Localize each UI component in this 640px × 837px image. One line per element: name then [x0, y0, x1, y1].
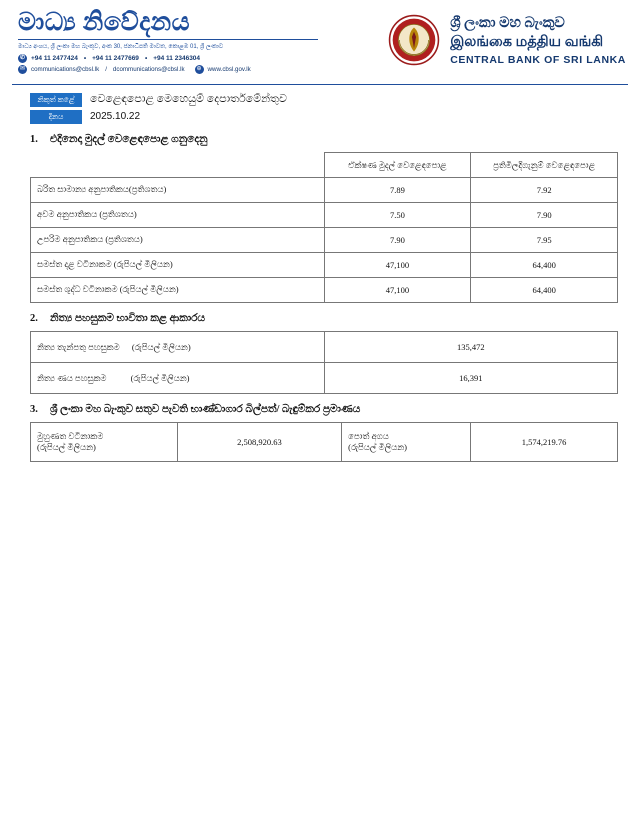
book-value-text: පොත් අගය	[348, 430, 389, 441]
deposit-facility-text: නිත්‍ය තැන්පතු පහසුකම	[37, 341, 120, 352]
mail-icon: ✉	[19, 66, 26, 73]
globe-icon: ⊕	[196, 66, 202, 73]
money-market-table	[30, 152, 618, 303]
row-value-max-call: 7.90	[324, 227, 471, 252]
face-value-text: මුහුණත වටිනාකම	[37, 430, 104, 441]
section-2-heading	[30, 313, 618, 325]
email-2[interactable]: dcommunications@cbsl.lk	[112, 65, 185, 73]
row-value-face-value: 2,508,920.63	[177, 422, 341, 461]
section-2-number: 2.	[30, 312, 38, 324]
date-tag: දිනය	[30, 110, 82, 124]
row-value-gross-repo: 64,400	[471, 252, 618, 277]
face-value-unit: (රුපියල් මිලියන)	[37, 441, 96, 452]
col-head-blank	[31, 152, 325, 177]
phone-contact-row	[18, 54, 338, 63]
row-value-min-call: 7.50	[324, 202, 471, 227]
bank-identity-block	[338, 10, 626, 66]
row-label-book-value	[342, 422, 471, 461]
section-3-number: 3.	[30, 403, 38, 415]
table-row	[31, 252, 618, 277]
section-1	[0, 134, 640, 303]
row-label-wavg: බරිත සාමාන්‍ය අනුපාතිකය(ප්‍රතිශතය)	[31, 177, 325, 202]
section-2-title: නිත්‍ය පහසුකම භාවිතා කළ ආකාරය	[50, 312, 206, 324]
row-value-net-repo: 64,400	[471, 277, 618, 302]
website-link[interactable]: www.cbsl.gov.lk	[207, 65, 251, 73]
section-3	[0, 404, 640, 462]
header-divider-left	[18, 39, 318, 40]
section-1-number: 1.	[30, 133, 38, 145]
document-header	[0, 0, 640, 80]
row-label-deposit-facility	[31, 331, 325, 362]
phone-3: +94 11 2346304	[153, 54, 201, 62]
treasury-holdings-table	[30, 422, 618, 462]
table-row	[31, 227, 618, 252]
email-separator: /	[105, 65, 107, 73]
media-division-address: මාධ්‍ය අංශය, ශ්‍රී ලංකා මහ බැංකුව, අංක 30, ජනාධිපති මාවත, කොළඹ 01, ශ්‍රී ලංකාව	[18, 44, 224, 51]
central-bank-crest-icon	[388, 14, 440, 66]
date-row	[30, 110, 606, 124]
phone-1: +94 11 2477424	[31, 54, 78, 62]
document-meta	[30, 93, 606, 124]
row-value-gross-call: 47,100	[324, 252, 471, 277]
row-value-min-repo: 7.90	[471, 202, 618, 227]
media-release-title: මාධ්‍ය නිවේදනය	[18, 9, 191, 36]
row-value-max-repo: 7.95	[471, 227, 618, 252]
row-label-net: සමස්ත ශුද්ධ වටිනාකම (රුපියල් මිලියන)	[31, 277, 325, 302]
issuer-row	[30, 93, 606, 107]
row-label-max: උපරිම අනුපාතිකය (ප්‍රතිශතය)	[31, 227, 325, 252]
phone-icon: ✆	[19, 55, 26, 62]
section-2	[0, 313, 640, 394]
row-label-min: අවම අනුපාතිකය (ප්‍රතිශතය)	[31, 202, 325, 227]
email-contact-row	[18, 65, 338, 74]
row-value-deposit-facility: 135,472	[324, 331, 618, 362]
col-head-repo-market: ප්‍රතිමිලදිගැනුම් වෙළෙඳපොළ	[471, 152, 618, 177]
section-1-heading	[30, 134, 618, 146]
bank-name-tamil: இலங்கை மத்திய வங்கி	[450, 34, 604, 50]
header-divider	[12, 84, 628, 85]
issuer-tag: නිකුත් කළේ	[30, 93, 82, 107]
deposit-facility-unit: (රුපියල් මිලියන)	[131, 341, 191, 352]
row-value-wavg-call: 7.89	[324, 177, 471, 202]
section-1-title: එදිනෙදා මුදල් වෙළෙඳපොළ ගනුදෙනු	[50, 133, 208, 145]
book-value-unit: (රුපියල් මිලියන)	[348, 441, 407, 452]
section-3-heading	[30, 404, 618, 416]
table-row	[31, 362, 618, 393]
bank-name-group	[450, 14, 626, 65]
row-value-net-call: 47,100	[324, 277, 471, 302]
table-row	[31, 331, 618, 362]
lending-facility-text: නිත්‍ය ණය පහසුකම	[37, 372, 107, 383]
row-value-wavg-repo: 7.92	[471, 177, 618, 202]
table-row	[31, 277, 618, 302]
bank-name-english: CENTRAL BANK OF SRI LANKA	[450, 53, 626, 66]
col-head-call-market: ඒක්ෂණ මුදල් වෙළෙඳපොළ	[324, 152, 471, 177]
table-row	[31, 202, 618, 227]
issuer-value: වෙළෙඳපොළ මෙහෙයුම් දෙපාර්තමේන්තුව	[90, 93, 287, 106]
table-row	[31, 177, 618, 202]
phone-separator-2: •	[144, 54, 148, 62]
table-header-row	[31, 152, 618, 177]
row-value-lending-facility: 16,391	[324, 362, 618, 393]
email-1[interactable]: communications@cbsl.lk	[31, 65, 100, 73]
row-label-face-value	[31, 422, 178, 461]
phone-2: +94 11 2477669	[92, 54, 139, 62]
date-value: 2025.10.22	[90, 111, 141, 123]
row-value-book-value: 1,574,219.76	[471, 422, 618, 461]
lending-facility-unit: (රුපියල් මිලියන)	[130, 372, 190, 383]
phone-separator-1: •	[83, 54, 87, 62]
standing-facilities-table	[30, 331, 618, 394]
row-label-lending-facility	[31, 362, 325, 393]
table-row	[31, 422, 618, 461]
bank-name-sinhala: ශ්‍රී ලංකා මහ බැංකුව	[450, 15, 565, 32]
section-3-title: ශ්‍රී ලංකා මහ බැංකුව සතුව පැවති භාණ්ඩාගාර බිල්පත්/ බැඳුම්කර ප්‍රමාණය	[50, 403, 361, 415]
media-division-block	[18, 10, 338, 74]
row-label-gross: සමස්ත දළ වටිනාකම (රුපියල් මිලියන)	[31, 252, 325, 277]
